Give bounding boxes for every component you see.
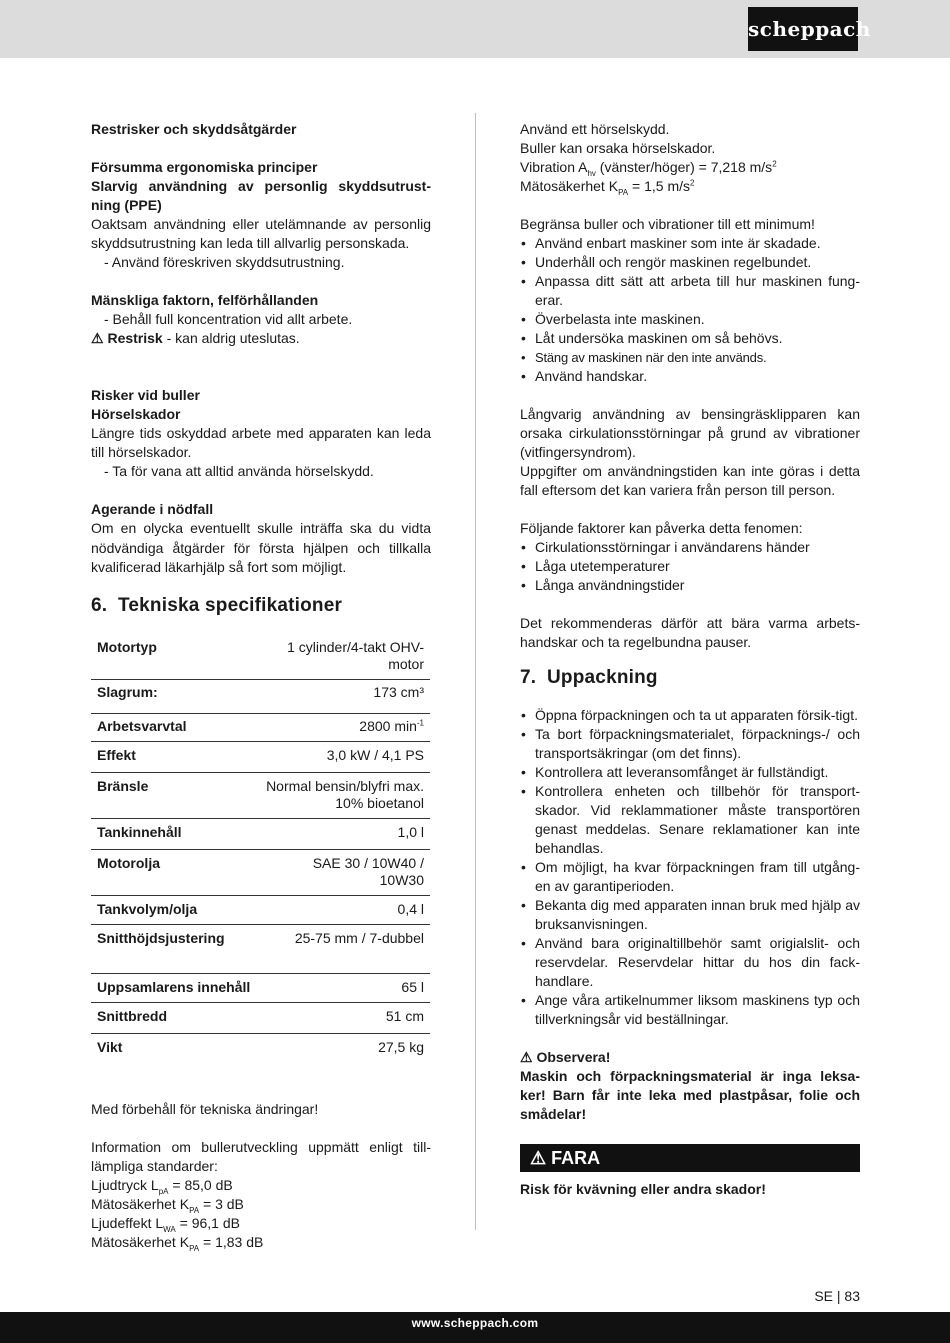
list-item: • Långa användningstider <box>520 576 860 595</box>
table-row <box>91 924 430 953</box>
list-item: • Stäng av maskinen när den inte används. <box>520 348 860 367</box>
footer-bar <box>0 1312 950 1343</box>
list-item: • Använd handskar. <box>520 367 860 386</box>
list-item: • Kontrollera att leveransomfånget är fullständigt. <box>520 763 860 782</box>
noise-value-3: Ljudeffekt $L_{WA} = 96,1$ dB <box>91 1214 240 1234</box>
table-row <box>91 849 430 895</box>
spec-value: 1,0 l <box>263 818 430 849</box>
left-column <box>91 120 431 1252</box>
spec-value: SAE 30 / 10W40 / 10W30 <box>263 849 430 895</box>
heading-hearing-damage: Hörselskador <box>91 406 181 422</box>
danger-label: FARA <box>551 1148 601 1168</box>
list-item: • Låt undersöka maskinen om så behövs. <box>520 329 860 348</box>
noise-value-1: Ljudtryck $L_{pA} = 85,0$ dB <box>91 1176 233 1196</box>
list-item: • Öppna förpackningen och ta ut apparaten försik-tigt. <box>520 706 860 725</box>
text-usage-time: Uppgifter om användningstiden kan inte göras i detta fall eftersom det kan variera från person till person. <box>520 463 860 498</box>
spec-value: 65 l <box>263 973 430 1002</box>
list-precautions <box>520 234 860 386</box>
list-item: • Överbelasta inte maskinen. <box>520 310 860 329</box>
spec-value: 1 cylinder/4-takt OHV-motor <box>263 634 430 680</box>
list-item: • Använd enbart maskiner som inte är skadade. <box>520 234 860 253</box>
spec-value-sup: -1 <box>416 717 424 727</box>
heading-human-factor: Mänskliga faktorn, felförhållanden <box>91 292 319 308</box>
list-item: • Ta bort förpackningsmaterialet, förpacknings-/ och transportsäkringar (om det finns). <box>520 725 860 763</box>
heading-ergonomics: Försumma ergonomiska principer <box>91 159 318 175</box>
spec-key: Effekt <box>91 741 263 772</box>
table-row <box>91 818 430 849</box>
section-6-text: Tekniska specifikationer <box>118 594 343 616</box>
spec-value: 51 cm <box>263 1002 430 1033</box>
table-row <box>91 772 430 818</box>
section-7-title <box>520 666 860 690</box>
spec-key: Bränsle <box>91 772 263 818</box>
list-item: • Ange våra artikelnummer liksom maskinens typ och tillverkningsår vid beställningar. <box>520 991 860 1029</box>
list-item: • Cirkulationsstörningar i användarens händer <box>520 538 860 557</box>
list-item: • Låga utetemperaturer <box>520 557 860 576</box>
table-row <box>91 679 430 713</box>
residual-risk-label: Restrisk <box>107 330 163 346</box>
list-item: • Bekanta dig med apparaten innan bruk med hjälp av bruksanvisningen. <box>520 896 860 934</box>
spec-value: 0,4 l <box>263 895 430 924</box>
noise-value-2: Mätosäkerhet $K_{PA} = 3$ dB <box>91 1195 244 1215</box>
table-row <box>91 1002 430 1033</box>
list-unpacking <box>520 706 860 1029</box>
residual-risk-text: - kan aldrig uteslutas. <box>162 330 300 346</box>
dash-item-hearing: - Ta för vana att alltid använda hörselskydd. <box>104 463 374 479</box>
spec-key: Tankvolym/olja <box>91 895 263 924</box>
footer-url[interactable]: www.scheppach.com <box>411 1316 539 1330</box>
text-noise-damage: Buller kan orsaka hörselskador. <box>520 140 716 156</box>
warning-icon: ⚠ <box>520 1049 533 1065</box>
spec-value: 3,0 kW / 4,1 PS <box>263 741 430 772</box>
spec-value: Normal bensin/blyfri max. 10% bioetanol <box>263 772 430 818</box>
text-factors: Följande faktorer kan påverka detta fenomen: <box>520 520 803 536</box>
heading-emergency: Agerande i nödfall <box>91 501 214 517</box>
table-row <box>91 634 430 680</box>
right-column <box>520 120 860 1199</box>
noise-intro: Information om bullerutveckling uppmätt enligt till-lämpliga standarder: <box>91 1138 431 1174</box>
technical-changes-note: Med förbehåll för tekniska ändringar! <box>91 1100 319 1117</box>
heading-residual-risks: Restrisker och skyddsåtgärder <box>91 121 297 137</box>
list-factors <box>520 538 860 595</box>
text-hearing-protection: Använd ett hörselskydd. <box>520 121 670 137</box>
table-row <box>91 741 430 772</box>
list-item: • Anpassa ditt sätt att arbeta till hur maskinen fung-erar. <box>520 272 860 310</box>
vibration-value: Vibration $A_{hv}$ (vänster/höger) = 7,218 $m/s^2$ <box>520 159 777 178</box>
dash-item-ppe: - Använd föreskriven skyddsutrustning. <box>104 254 345 270</box>
list-item: • Underhåll och rengör maskinen regelbundet. <box>520 253 860 272</box>
heading-ppe: Slarvig användning av personlig skyddsutrust-ning (PPE) <box>91 178 431 213</box>
observe-text: Maskin och förpackningsmaterial är inga leksa-ker! Barn får inte leka med plastpåsar, folie och smådelar! <box>520 1068 860 1122</box>
spec-key: Snittbredd <box>91 1002 263 1033</box>
spec-key: Motortyp <box>91 634 263 680</box>
spec-key: Motorolja <box>91 849 263 895</box>
list-item: • Kontrollera enheten och tillbehör för transport-skador. Vid reklammationer måste transportören genast meddelas. Senare reklamationer kan inte behandlas. <box>520 782 860 858</box>
spec-key: Uppsamlarens innehåll <box>91 973 263 1002</box>
text-hearing: Längre tids oskyddad arbete med apparaten kan leda till hörselskador. <box>91 425 431 460</box>
section-6-number: 6. <box>91 594 108 616</box>
residual-risk-line <box>91 329 431 348</box>
spec-table <box>91 634 430 1062</box>
spec-value: 173 cm³ <box>263 679 430 713</box>
danger-banner <box>520 1144 860 1172</box>
section-7-number: 7. <box>520 667 537 688</box>
page-number: SE | 83 <box>814 1288 860 1304</box>
table-row <box>91 713 430 741</box>
list-item: • Använd bara originaltillbehör samt origialslit- och reservdelar. Reservdelar hittar du hos din fack-handlare. <box>520 934 860 991</box>
header-bar <box>0 0 950 58</box>
noise-value-4: Mätosäkerhet $K_{PA} = 1,83$ dB <box>91 1233 264 1253</box>
text-ppe: Oaktsam användning eller utelämnande av personlig skyddsutrustning kan leda till allvarlig personskada. <box>91 216 431 251</box>
spec-value <box>263 713 430 741</box>
dash-item-concentration: - Behåll full koncentration vid allt arbete. <box>104 311 353 327</box>
spec-key: Arbetsvarvtal <box>91 713 263 741</box>
spec-value: 25-75 mm / 7-dubbel <box>294 929 424 946</box>
column-divider <box>475 113 476 1230</box>
list-item: • Om möjligt, ha kvar förpackningen fram till utgång-en av garantiperioden. <box>520 858 860 896</box>
text-vibration-long-use: Långvarig användning av bensingräsklipparen kan orsaka cirkulationsstörningar på grund av vibrationer (vitfingersyndrom). <box>520 406 860 460</box>
warning-icon: ⚠ <box>91 330 104 346</box>
spec-key: Slagrum: <box>91 679 263 713</box>
table-row <box>91 973 430 1002</box>
spec-value: 27,5 kg <box>378 1038 424 1055</box>
spec-value-text: 2800 min <box>359 717 417 734</box>
section-7-text: Uppackning <box>547 667 658 688</box>
observe-heading <box>520 1048 860 1067</box>
spec-key: Tankinnehåll <box>91 818 263 849</box>
table-row <box>91 1033 430 1062</box>
heading-noise-risks: Risker vid buller <box>91 387 200 403</box>
spec-key: Snitthöjdsjustering <box>97 929 225 946</box>
table-row <box>91 895 430 924</box>
brand-logo: scheppach <box>748 7 858 51</box>
observe-label: Observera! <box>536 1049 611 1065</box>
spec-key: Vikt <box>97 1038 123 1055</box>
text-limit: Begränsa buller och vibrationer till ett minimum! <box>520 216 815 232</box>
text-emergency: Om en olycka eventuellt skulle inträffa ska du vidta nödvändiga åtgärder för första hjälpen och tillkalla kvalificerad läkarhjälp så fort som möjligt. <box>91 520 431 575</box>
section-6-title <box>91 594 431 618</box>
warning-icon: ⚠ <box>530 1148 547 1168</box>
vibration-uncertainty: Mätosäkerhet $K_{PA} = 1,5$ $m/s^2$ <box>520 178 695 197</box>
table-spacer <box>91 953 430 974</box>
danger-text: Risk för kvävning eller andra skador! <box>520 1181 766 1197</box>
text-recommendation: Det rekommenderas därför att bära varma arbets-handskar och ta regelbundna pauser. <box>520 615 860 650</box>
